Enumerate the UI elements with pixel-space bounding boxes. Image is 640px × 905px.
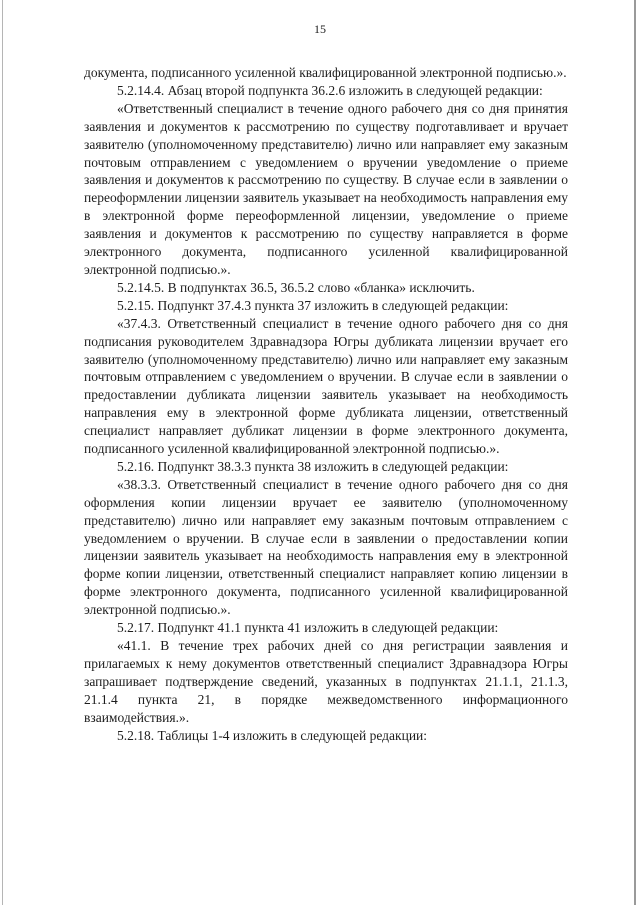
paragraph-quote-38-3-3: «38.3.3. Ответственный специалист в течение одного рабочего дня со дня оформления копии лицензии вручает ее заявителю (уполномоченному представителю) лично или направляет ему заказным почтовым отправлением с уведомлением о вручении. В случае если в заявлении о предоставлении копии лицензии заявитель указывает на необходимость направления ему в электронной форме копии лицензии, ответственный специалист направляет копию лицензии в форме электронного документа, подписанного усиленной квалифицированной электронной подписью.». <box>84 476 568 618</box>
paragraph-5-2-16: 5.2.16. Подпункт 38.3.3 пункта 38 изложить в следующей редакции: <box>117 458 509 474</box>
document-body <box>84 64 568 744</box>
paragraph-5-2-15: 5.2.15. Подпункт 37.4.3 пункта 37 изложить в следующей редакции: <box>117 297 509 313</box>
paragraph-quote-37-4-3: «37.4.3. Ответственный специалист в течение одного рабочего дня со дня подписания руководителем Здравнадзора Югры дубликата лицензии вручает его заявителю (уполномоченному представителю) лично или направляет ему заказным почтовым отправлением с уведомлением о вручении. В случае если в заявлении о предоставлении дубликата лицензии заявитель указывает на необходимость направления ему в электронной форме дубликата лицензии, ответственный специалист направляет дубликат лицензии в форме электронного документа, подписанного усиленной квалифицированной электронной подписью.». <box>84 315 568 457</box>
page-left-edge <box>2 0 3 905</box>
paragraph-quote-41-1: «41.1. В течение трех рабочих дней со дня регистрации заявления и прилагаемых к нему документов ответственный специалист Здравнадзора Югры запрашивает подтверждение сведений, указанных в подпунктах 21.1.1, 21.1.3, 21.1.4 пункта 21, в порядке межведомственного информационного взаимодействия.». <box>84 638 568 725</box>
paragraph-5-2-18: 5.2.18. Таблицы 1-4 изложить в следующей редакции: <box>117 727 428 743</box>
paragraph-5-2-14-5: 5.2.14.5. В подпунктах 36.5, 36.5.2 слово «бланка» исключить. <box>117 279 475 295</box>
paragraph-quote-36-2-6: «Ответственный специалист в течение одного рабочего дня со дня принятия заявления и документов к рассмотрению по существу подготавливает и вручает заявителю (уполномоченному представителю) лично или направляет ему заказным почтовым отправлением с уведомлением о вручении уведомление о приеме заявления и документов к рассмотрению по существу. В случае если в заявлении о переоформлении лицензии заявитель указывает на необходимость направления ему в электронной форме переоформленной лицензии, уведомление о приеме заявления и документов к рассмотрению по существу направляется в форме электронного документа, подписанного усиленной квалифицированной электронной подписью.». <box>84 100 568 277</box>
paragraph-5-2-14-4: 5.2.14.4. Абзац второй подпункта 36.2.6 изложить в следующей редакции: <box>117 82 543 98</box>
paragraph-5-2-17: 5.2.17. Подпункт 41.1 пункта 41 изложить в следующей редакции: <box>117 620 499 636</box>
page-right-edge <box>634 0 636 905</box>
page-number: 15 <box>314 22 326 36</box>
paragraph-continuation: документа, подписанного усиленной квалифицированной электронной подписью.». <box>84 65 567 80</box>
